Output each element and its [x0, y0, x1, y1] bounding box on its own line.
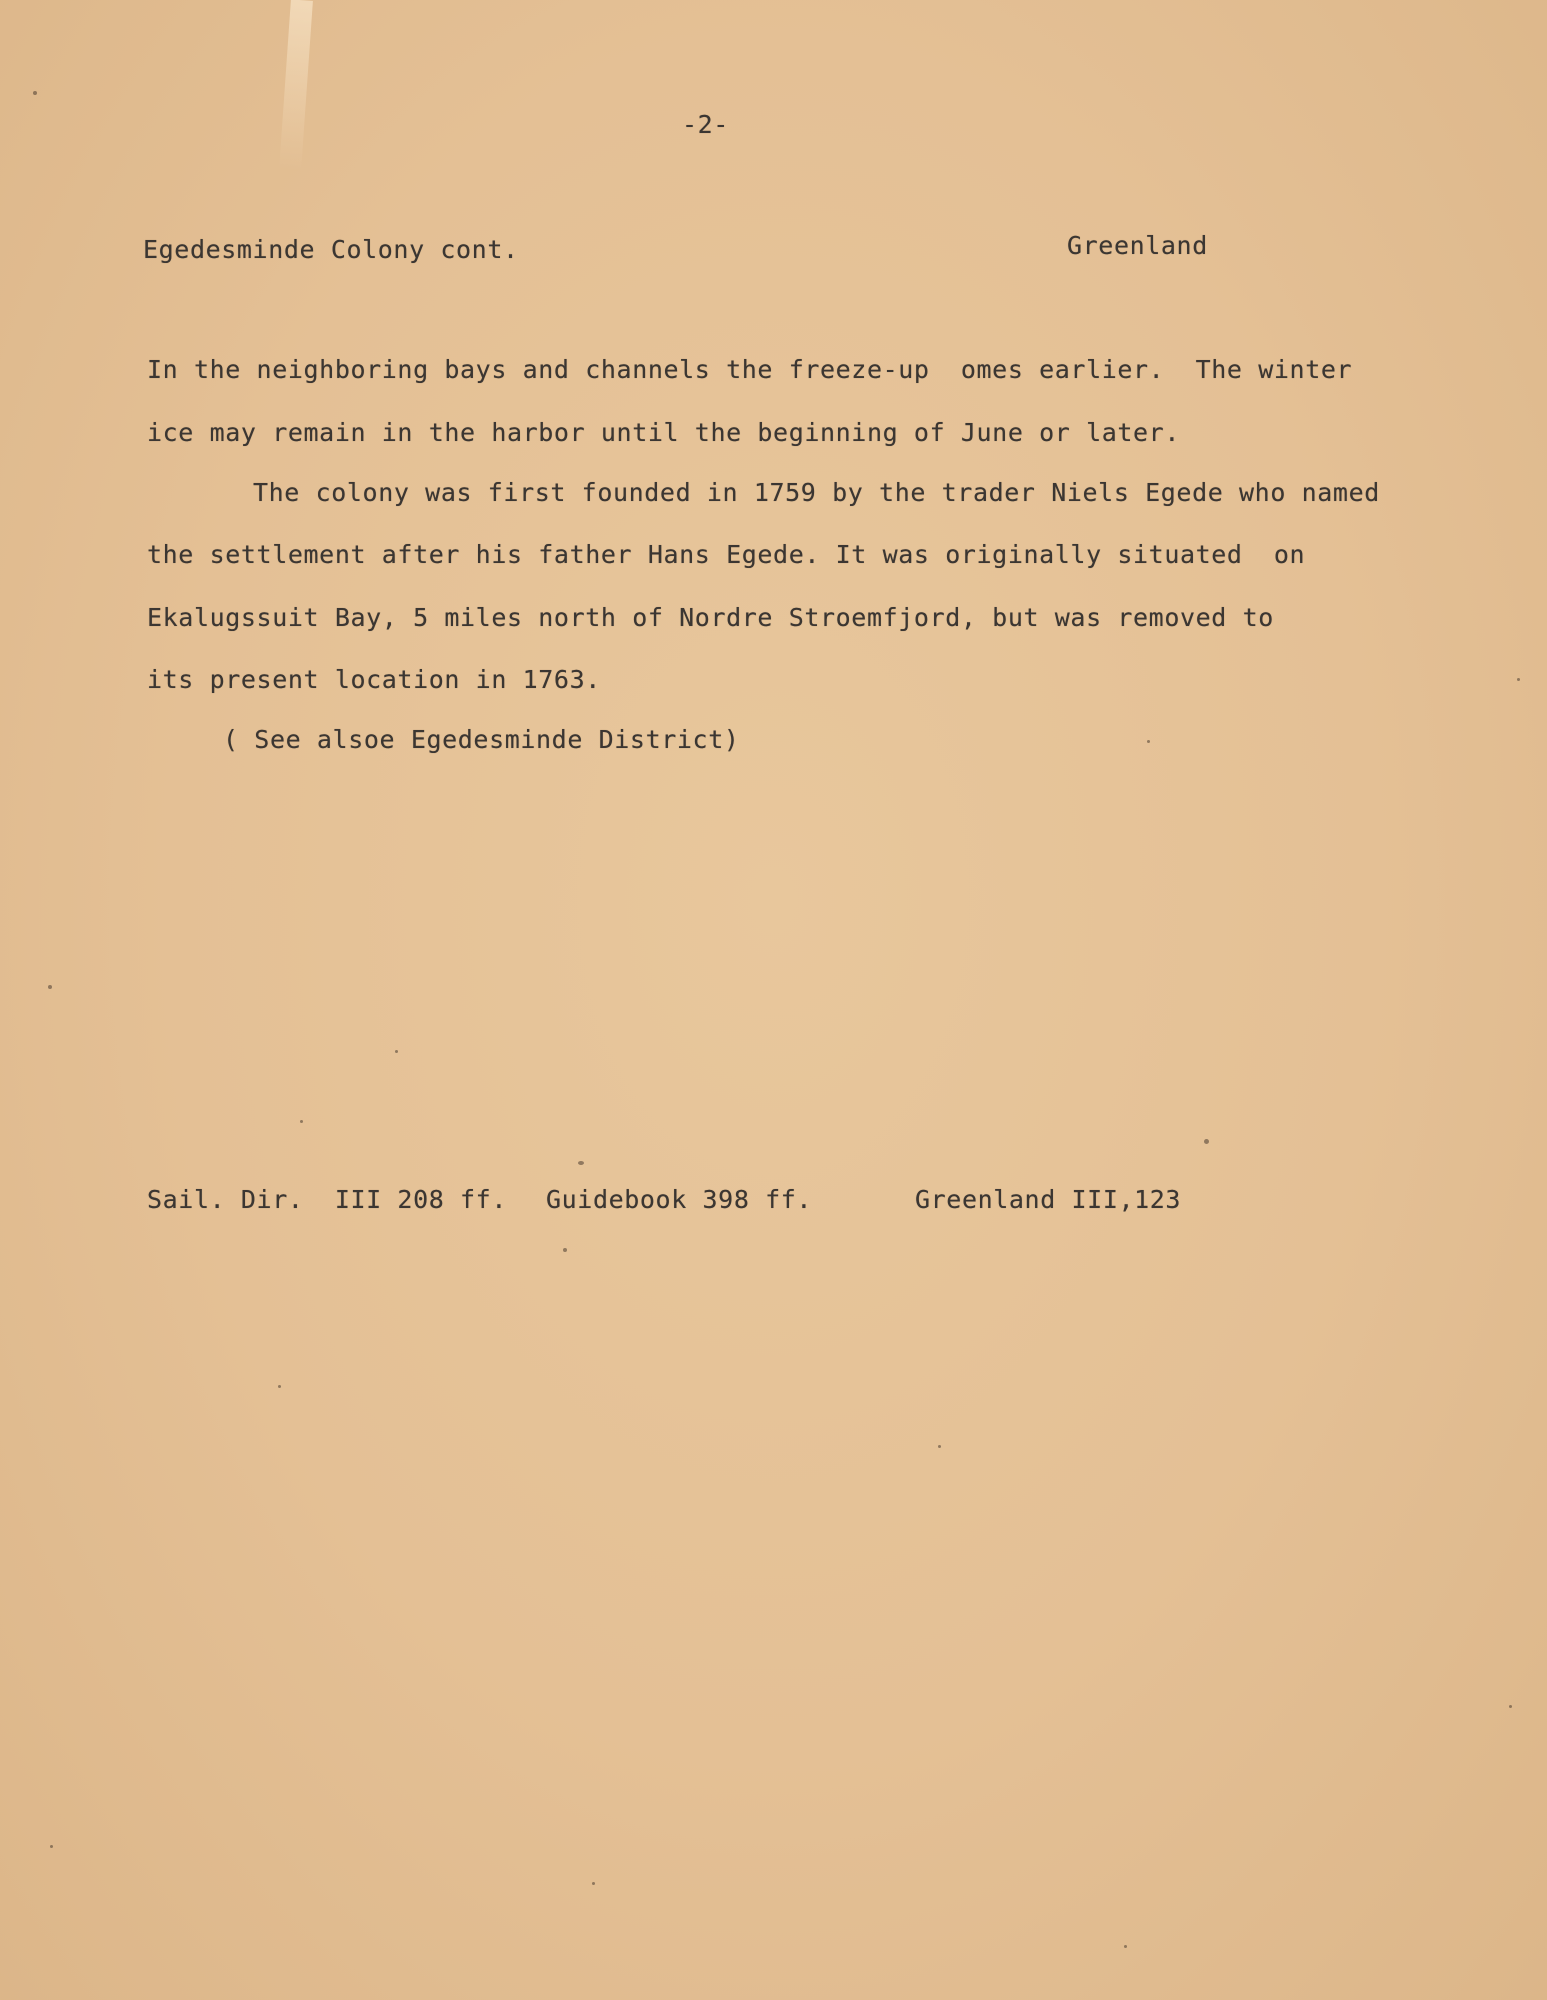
- reference-sailing-directions: Sail. Dir. III 208 ff.: [147, 1185, 507, 1214]
- paper-speck: [50, 1845, 53, 1848]
- paper-speck: [1517, 678, 1520, 681]
- paper-crease: [279, 0, 313, 171]
- see-also-note: ( See alsoe Egedesminde District): [223, 725, 740, 754]
- paper-speck: [938, 1445, 941, 1448]
- paper-speck: [563, 1248, 567, 1252]
- paper-speck: [1124, 1945, 1127, 1948]
- paper-speck: [1204, 1139, 1209, 1144]
- reference-greenland: Greenland III,123: [915, 1185, 1182, 1214]
- paper-speck: [1147, 740, 1150, 743]
- paper-speck: [300, 1120, 303, 1123]
- heading-title: Egedesminde Colony cont.: [143, 235, 519, 264]
- heading-region: Greenland: [1067, 231, 1208, 260]
- paper-speck: [48, 985, 52, 989]
- reference-guidebook: Guidebook 398 ff.: [546, 1185, 813, 1214]
- body-line: its present location in 1763.: [147, 665, 601, 694]
- body-line: the settlement after his father Hans Egede. It was originally situated on: [147, 540, 1306, 569]
- body-line: ice may remain in the harbor until the beginning of June or later.: [147, 418, 1180, 447]
- page-number: -2-: [682, 110, 729, 139]
- paper-speck: [33, 91, 37, 95]
- paper-speck: [578, 1161, 584, 1165]
- body-line: In the neighboring bays and channels the freeze-up omes earlier. The winter: [147, 355, 1353, 384]
- body-line: The colony was first founded in 1759 by the trader Niels Egede who named: [253, 478, 1380, 507]
- paper-speck: [395, 1050, 398, 1053]
- paper-speck: [592, 1882, 595, 1885]
- body-line: Ekalugssuit Bay, 5 miles north of Nordre Stroemfjord, but was removed to: [147, 603, 1274, 632]
- paper-speck: [278, 1385, 281, 1388]
- paper-speck: [1509, 1705, 1512, 1708]
